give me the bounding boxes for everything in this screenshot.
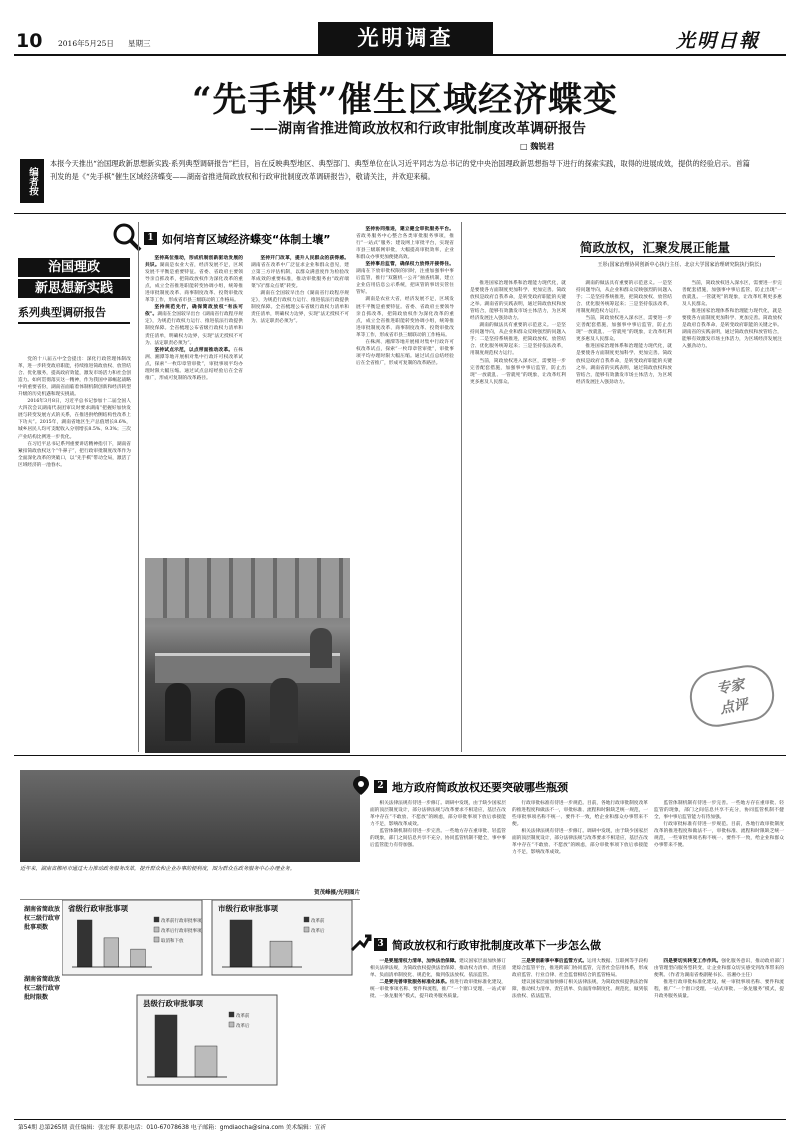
column-paragraph: 推进国家治理体系和治理能力现代化，就是要使各方面制度更加科学、更加完善。简政放权是政府自我革命，是转变政府职能的关键之举。湖南省的实践表明，通过简政放权和放管结合，能够有效激发市场主体活力，为区域经济发展注入强劲动力。 xyxy=(682,309,782,350)
part1-lead: 坚持试点示范，以点带面推动改革。 xyxy=(154,347,234,353)
byline: □ 魏锐君 xyxy=(520,141,555,151)
part1-column-a xyxy=(145,255,243,551)
legend-swatch xyxy=(304,917,309,922)
part3-lead: 二是要完善审批服务标准化体系。 xyxy=(379,980,450,986)
part1-paragraph: 湖南是农业大省，经济发展不足，区域发展不平衡是重要特征。省委、省政府主要领导亲自抓改革，把简政放权作为深化改革的重点，成立全省推进职能转变协调小组，统筹推进审批制度改革、商事制度改革、投资审批改革等工作，形成省市县三级联动的工作格局。 xyxy=(356,297,454,338)
part1-column-b xyxy=(251,255,349,551)
chart-sidebar-title-2: 湖南省简政放权三级行政审批时限数 xyxy=(24,976,61,1001)
legend-swatch xyxy=(154,917,159,922)
chart-bar xyxy=(104,938,119,967)
badge-bottom: 点评 xyxy=(718,696,750,718)
legend-label: 改革前行政审批事项 xyxy=(161,919,202,924)
part1-paragraph: 湖南是农业大省，经济发展不足，区域发展不平衡是重要特征。省委、省政府主要领导亲自抓改革，把简政放权作为深化改革的重点，成立全省推进职能转变协调小组，统筹推进审批制度改革、商事制度改革、投资审批改革等工作，形成省市县三级联动的工作格局。 xyxy=(145,263,243,304)
sub-headline: ——湖南省推进简政放权和行政审批制度改革调研报告 xyxy=(250,121,586,137)
part1-lead: 坚持开门改革，提升人民群众的获得感。 xyxy=(260,256,349,261)
part1-paragraph: 湖南在全国较早出台《湖南省行政程序规定》，为规范行政权力运行、推进依法行政提供制度保障。全省梳理公布省级行政权力清单和责任清单，明确权力边界，实现“法无授权不可为、法定职责必须为”。 xyxy=(145,312,243,346)
part2-paragraph: 监管体制机制有待进一步完善。一些地方存在重审批、轻监管的现象，部门之间信息共享不充分，协同监管机制不健全，事中事后监管能力有待加强。 xyxy=(654,801,784,821)
main-headline: “先手棋”催生区域经济蝶变 xyxy=(191,80,619,120)
part2-paragraph: 行政审批标准有待进一步规范。目前，各地行政审批制度改革的推进程度和做法不一，审批标准、流程和时限缺乏统一规范，一些审批事项名称不统一、要件不一致，给企业和群众办事带来不便。 xyxy=(654,822,784,849)
chart-bar xyxy=(270,941,292,967)
photo-credit: 贺茂峰摄/光明图片 xyxy=(313,890,360,896)
news-photo xyxy=(145,558,350,753)
part3-title: 简政放权和行政审批制度改革下一步怎么做 xyxy=(392,939,601,952)
badge-top: 专家 xyxy=(715,676,746,698)
legend-swatch xyxy=(229,1022,234,1027)
chart-bar xyxy=(131,949,146,967)
legend-swatch xyxy=(154,927,159,932)
part2-paragraph: 相关法律法规有待进一步修订。调研中发现，由于缺少国家层面的顶层制度设计，部分法律法规与改革要求不相适应，基层在改革中存在“不敢放、不愿放”的顾虑，部分审批事项下放后承接能力不足，影响改革成效。 xyxy=(370,801,506,828)
column-col-b xyxy=(576,280,672,750)
part3-paragraph: 建议国家层面加快修订相关法律法规，为简政放权提供法治保障，推动权力清单、责任清单、负面清单制度化、规范化，做到依法放权、依法监管。 xyxy=(512,980,648,1000)
part3-paragraph: 运用大数据、互联网等手段构建综合监管平台，推进跨部门协同监管，完善社会信用体系，形成政府监管、行业自律、社会监督相结合的监管格局。 xyxy=(512,959,648,979)
column-col-c xyxy=(682,280,782,658)
legend-label: 改革后 xyxy=(311,929,325,934)
part2-paragraph: 相关法律法规有待进一步修订。调研中发现，由于缺少国家层面的顶层制度设计，部分法律法规与改革要求不相适应，基层在改革中存在“不敢放、不愿放”的顾虑，部分审批事项下放后承接能力不足，影响改革成效。 xyxy=(512,829,648,856)
legend-swatch xyxy=(154,937,159,942)
chart-bar xyxy=(195,1046,217,1077)
legend-label: 改革前 xyxy=(311,919,325,924)
part1-lead: 坚持事后监管，确保权力放得开接得住。 xyxy=(365,262,454,268)
intro-paragraph: 在习近平总书记系列重要讲话精神指引下，湖南省紧扣简政放权这个“牛鼻子”，把行政审批制度改革作为全面深化改革的突破口，以“先手棋”带动全局，激活了区域经济的一池春水。 xyxy=(18,441,131,468)
column-title: 简政放权，汇聚发展正能量 xyxy=(580,240,731,255)
divider xyxy=(461,222,462,752)
series-title-1: 治国理政 xyxy=(18,258,130,277)
part3-column-b xyxy=(512,958,648,1118)
part1-lead: 坚持规范先行，确保简政放权“有法可依”。 xyxy=(145,305,243,318)
legend-label: 改革前 xyxy=(236,1014,250,1019)
part2-paragraph: 行政审批标准有待进一步规范。目前，各地行政审批制度改革的推进程度和做法不一，审批标准、流程和时限缺乏统一规范，一些审批事项名称不统一、要件不一致，给企业和群众办事带来不便。 xyxy=(512,801,648,828)
part2-column-c xyxy=(654,800,784,930)
column-paragraph: 湖南的做法具有重要的示范意义。一是坚持问题导向，从企业和群众反映强烈的问题入手；二是坚持系统推进，把简政放权、放管结合、优化服务统筹起来；三是坚持依法改革，用制度规范权力运行。 xyxy=(470,323,566,357)
part1-paragraph: 湖南在全国较早出台《湖南省行政程序规定》，为规范行政权力运行、推进依法行政提供制度保障。全省梳理公布省级行政权力清单和责任清单，明确权力边界，实现“法无授权不可为、法定职责必须为”。 xyxy=(251,291,349,325)
column-title-rule xyxy=(580,256,775,257)
column-paragraph: 当前，简政放权进入深水区，需要进一步完善配套措施，加强事中事后监管，防止出现“一放就乱、一管就死”的现象，让改革红利更多惠及人民群众。 xyxy=(470,358,566,385)
caption-text: 近年来，湖南省郴州市通过大力推动政务服务改革，提升群众和企业办事的便利度，图为群众在政务服务中心办理业务。 xyxy=(20,866,295,872)
column-author: 王彤(国家治理协同创新中心执行主任、北京大学国家治理研究院执行院长) xyxy=(597,262,762,268)
editor-note-text: 本报今天推出“治国理政新思想新实践·系列典型调研报告”栏目，旨在反映典型地区、典型部门、典型单位在认习近平同志为总书记的党中央治国理政新思想指导下进行的探索实践，取得的进展成效，提供的经验启示。首篇刊发的是《“先手棋”催生区域经济蝶变——湖南省推进简政放权和行政审批制度改革调研报告》，敬请关注，并欢迎来稿。 xyxy=(50,159,750,181)
part1-lead: 坚持高位推动，形成机制创新驱动发展的共识。 xyxy=(145,256,243,269)
divider xyxy=(14,1119,786,1120)
part3-lead: 四是要切实转变工作作风。 xyxy=(663,959,722,964)
part3-column-c xyxy=(654,958,784,1118)
part3-number: 3 xyxy=(374,938,387,951)
divider xyxy=(14,755,786,756)
divider xyxy=(14,213,786,214)
column-col-a xyxy=(470,280,566,750)
chart-title: 市级行政审批事项 xyxy=(218,904,278,913)
chart-area xyxy=(62,900,362,1110)
divider xyxy=(138,222,139,752)
part2-column-b xyxy=(512,800,648,930)
part1-paragraph: 在株洲、湘潭等地开展相对集中行政许可权改革试点，探索“一枚印章管审批”，审批事项平均办理时限大幅压缩。通过试点总结经验后在全省推广，形成可复制的改革路径。 xyxy=(356,339,454,366)
part3-column-a xyxy=(370,958,506,1118)
column-paragraph: 推进国家治理体系和治理能力现代化，就是要使各方面制度更加科学、更加完善。简政放权是政府自我革命，是转变政府职能的关键之举。湖南省的实践表明，通过简政放权和放管结合，能够有效激发市场主体活力，为区域经济发展注入强劲动力。 xyxy=(576,344,672,385)
editor-note-label: 编者按 xyxy=(20,159,44,203)
part2-paragraph: 监管体制机制有待进一步完善。一些地方存在重审批、轻监管的现象，部门之间信息共享不充分，协同监管机制不健全，事中事后监管能力有待加强。 xyxy=(370,829,506,849)
chart-bar xyxy=(77,920,92,967)
part1-number: 1 xyxy=(144,232,157,245)
footer-info: 第54期 总第265期 责任编辑：张宏辉 联系电话：010-67078638 电子邮箱：gmdiaocha@sina.com 美术编辑：宣祈 xyxy=(18,1125,327,1131)
part1-lead: 坚持协同推进，建立健全审批服务平台。 xyxy=(365,227,454,232)
chart-title: 省级行政审批事项 xyxy=(68,904,128,913)
part3-paragraph: 强化服务意识，推动政府部门由管理型向服务型转变，让企业和群众切实感受到改革带来的便利。（作者为湖南省委副秘书长、省湘办主任） xyxy=(654,959,784,979)
part1-paragraph: 湖南在下放审批权限的同时，注重加强事中事后监管，推行“双随机一公开”抽查机制，建立企业信用信息公示系统，把该管的事切实管住管好。 xyxy=(356,269,454,296)
part2-number: 2 xyxy=(374,780,387,793)
chart-sidebar-title-1: 湖南省简政放权三级行政审批事项数 xyxy=(24,906,61,931)
intro-column xyxy=(18,356,131,751)
part1-paragraph: 省政务服务中心整合各类审批服务事项，推行“一站式”服务；建设网上审批平台，实现省市县三级联网审批，大幅提高审批效率，企业和群众办事更加便捷高效。 xyxy=(356,234,454,261)
issue-weekday: 星期三 xyxy=(128,39,151,48)
legend-label: 改革后 xyxy=(236,1024,250,1029)
legend-label: 取消和下放 xyxy=(161,939,184,944)
part1-paragraph: 湖南省在改革中广泛征求企业和群众意见，建立第三方评估机制，以群众满意度作为检验改革成效的重要标准，推动审批服务由“政府端菜”向“群众点菜”转变。 xyxy=(251,263,349,290)
part2-column-a xyxy=(370,800,506,930)
series-box xyxy=(18,258,130,348)
intro-paragraph: 党的十八届五中全会提出：深化行政管理体制改革，进一步转变政府职能，持续推进简政放权、放管结合、优化服务，提高政府效能，激发市场活力和社会创造力。如何贯彻落实这一精神，作为我国中部崛起战略中的重要省份，湖南省面临着体制机制创新和经济转型升级的历史机遇和现实挑战。 xyxy=(18,357,131,398)
part1-column-c xyxy=(356,226,454,752)
column-paragraph: 当前，简政放权进入深水区，需要进一步完善配套措施，加强事中事后监管，防止出现“一放就乱、一管就死”的现象，让改革红利更多惠及人民群众。 xyxy=(682,281,782,308)
part3-lead: 三是要创新事中事后监管方式。 xyxy=(521,959,588,964)
part1-paragraph: 在株洲、湘潭等地开展相对集中行政许可权改革试点，探索“一枚印章管审批”，审批事项平均办理时限大幅压缩。通过试点总结经验后在全省推广，形成可复制的改革路径。 xyxy=(145,347,243,381)
page-number: 10 xyxy=(16,30,43,52)
column-paragraph: 推进国家治理体系和治理能力现代化，就是要使各方面制度更加科学、更加完善。简政放权是政府自我革命，是转变政府职能的关键之举。湖南省的实践表明，通过简政放权和放管结合，能够有效激发市场主体活力，为区域经济发展注入强劲动力。 xyxy=(470,281,566,322)
part3-lead: 一是要厘清权力清单，加快法治保障。 xyxy=(379,959,460,964)
series-title-3: 系列典型调研报告 xyxy=(18,304,130,324)
column-paragraph: 当前，简政放权进入深水区，需要进一步完善配套措施，加强事中事后监管，防止出现“一放就乱、一管就死”的现象，让改革红利更多惠及人民群众。 xyxy=(576,316,672,343)
chart-bar xyxy=(230,920,252,967)
intro-paragraph: 2016年3月8日，习近平总书记参加十二届全国人大四次会议湖南代表团审议时要求湖南“把握好加快发展与转变发展方式的关系，在推进供给侧结构性改革上下功夫”。2015年，湖南省地区生产总值增长8.6%，城乡居民人均可支配收入分别增长8.5%、9.3%；三次产业结构比例进一步优化。 xyxy=(18,399,131,440)
arrow-icon xyxy=(350,932,372,954)
issue-date: 2016年5月25日 xyxy=(58,39,114,48)
photo-caption xyxy=(20,770,360,900)
part3-paragraph: 推进行政审批标准化建设，统一审批事项名称、要件和流程，推广“一个窗口受理、一站式审批、一条龙服务”模式，提升政务服务质量。 xyxy=(370,980,506,1000)
legend-swatch xyxy=(229,1012,234,1017)
part3-paragraph: 建议国家层面加快修订相关法律法规，为简政放权提供法治保障，推动权力清单、责任清单、负面清单制度化、规范化，做到依法放权、依法监管。 xyxy=(370,959,506,979)
section-title: 光明调查 xyxy=(318,22,493,54)
part2-title: 地方政府简政放权还要突破哪些瓶颈 xyxy=(392,781,568,794)
part1-title: 如何培育区域经济蝶变“体制土壤” xyxy=(162,233,331,246)
chart-bar xyxy=(155,1015,177,1077)
column-paragraph: 湖南的做法具有重要的示范意义。一是坚持问题导向，从企业和群众反映强烈的问题入手；二是坚持系统推进，把简政放权、放管结合、优化服务统筹起来；三是坚持依法改革，用制度规范权力运行。 xyxy=(576,281,672,315)
expert-badge xyxy=(686,661,778,731)
part3-paragraph: 推进行政审批标准化建设，统一审批事项名称、要件和流程，推广“一个窗口受理、一站式审批、一条龙服务”模式，提升政务服务质量。 xyxy=(654,980,784,1000)
legend-label: 改革后行政审批事项 xyxy=(161,929,202,934)
legend-swatch xyxy=(304,927,309,932)
chart-title: 县级行政审批事项 xyxy=(143,999,203,1008)
newspaper-logo: 光明日報 xyxy=(676,30,761,52)
masthead-rule xyxy=(14,54,786,56)
series-title-2: 新思想新实践 xyxy=(18,279,130,298)
map-icon xyxy=(350,774,372,796)
